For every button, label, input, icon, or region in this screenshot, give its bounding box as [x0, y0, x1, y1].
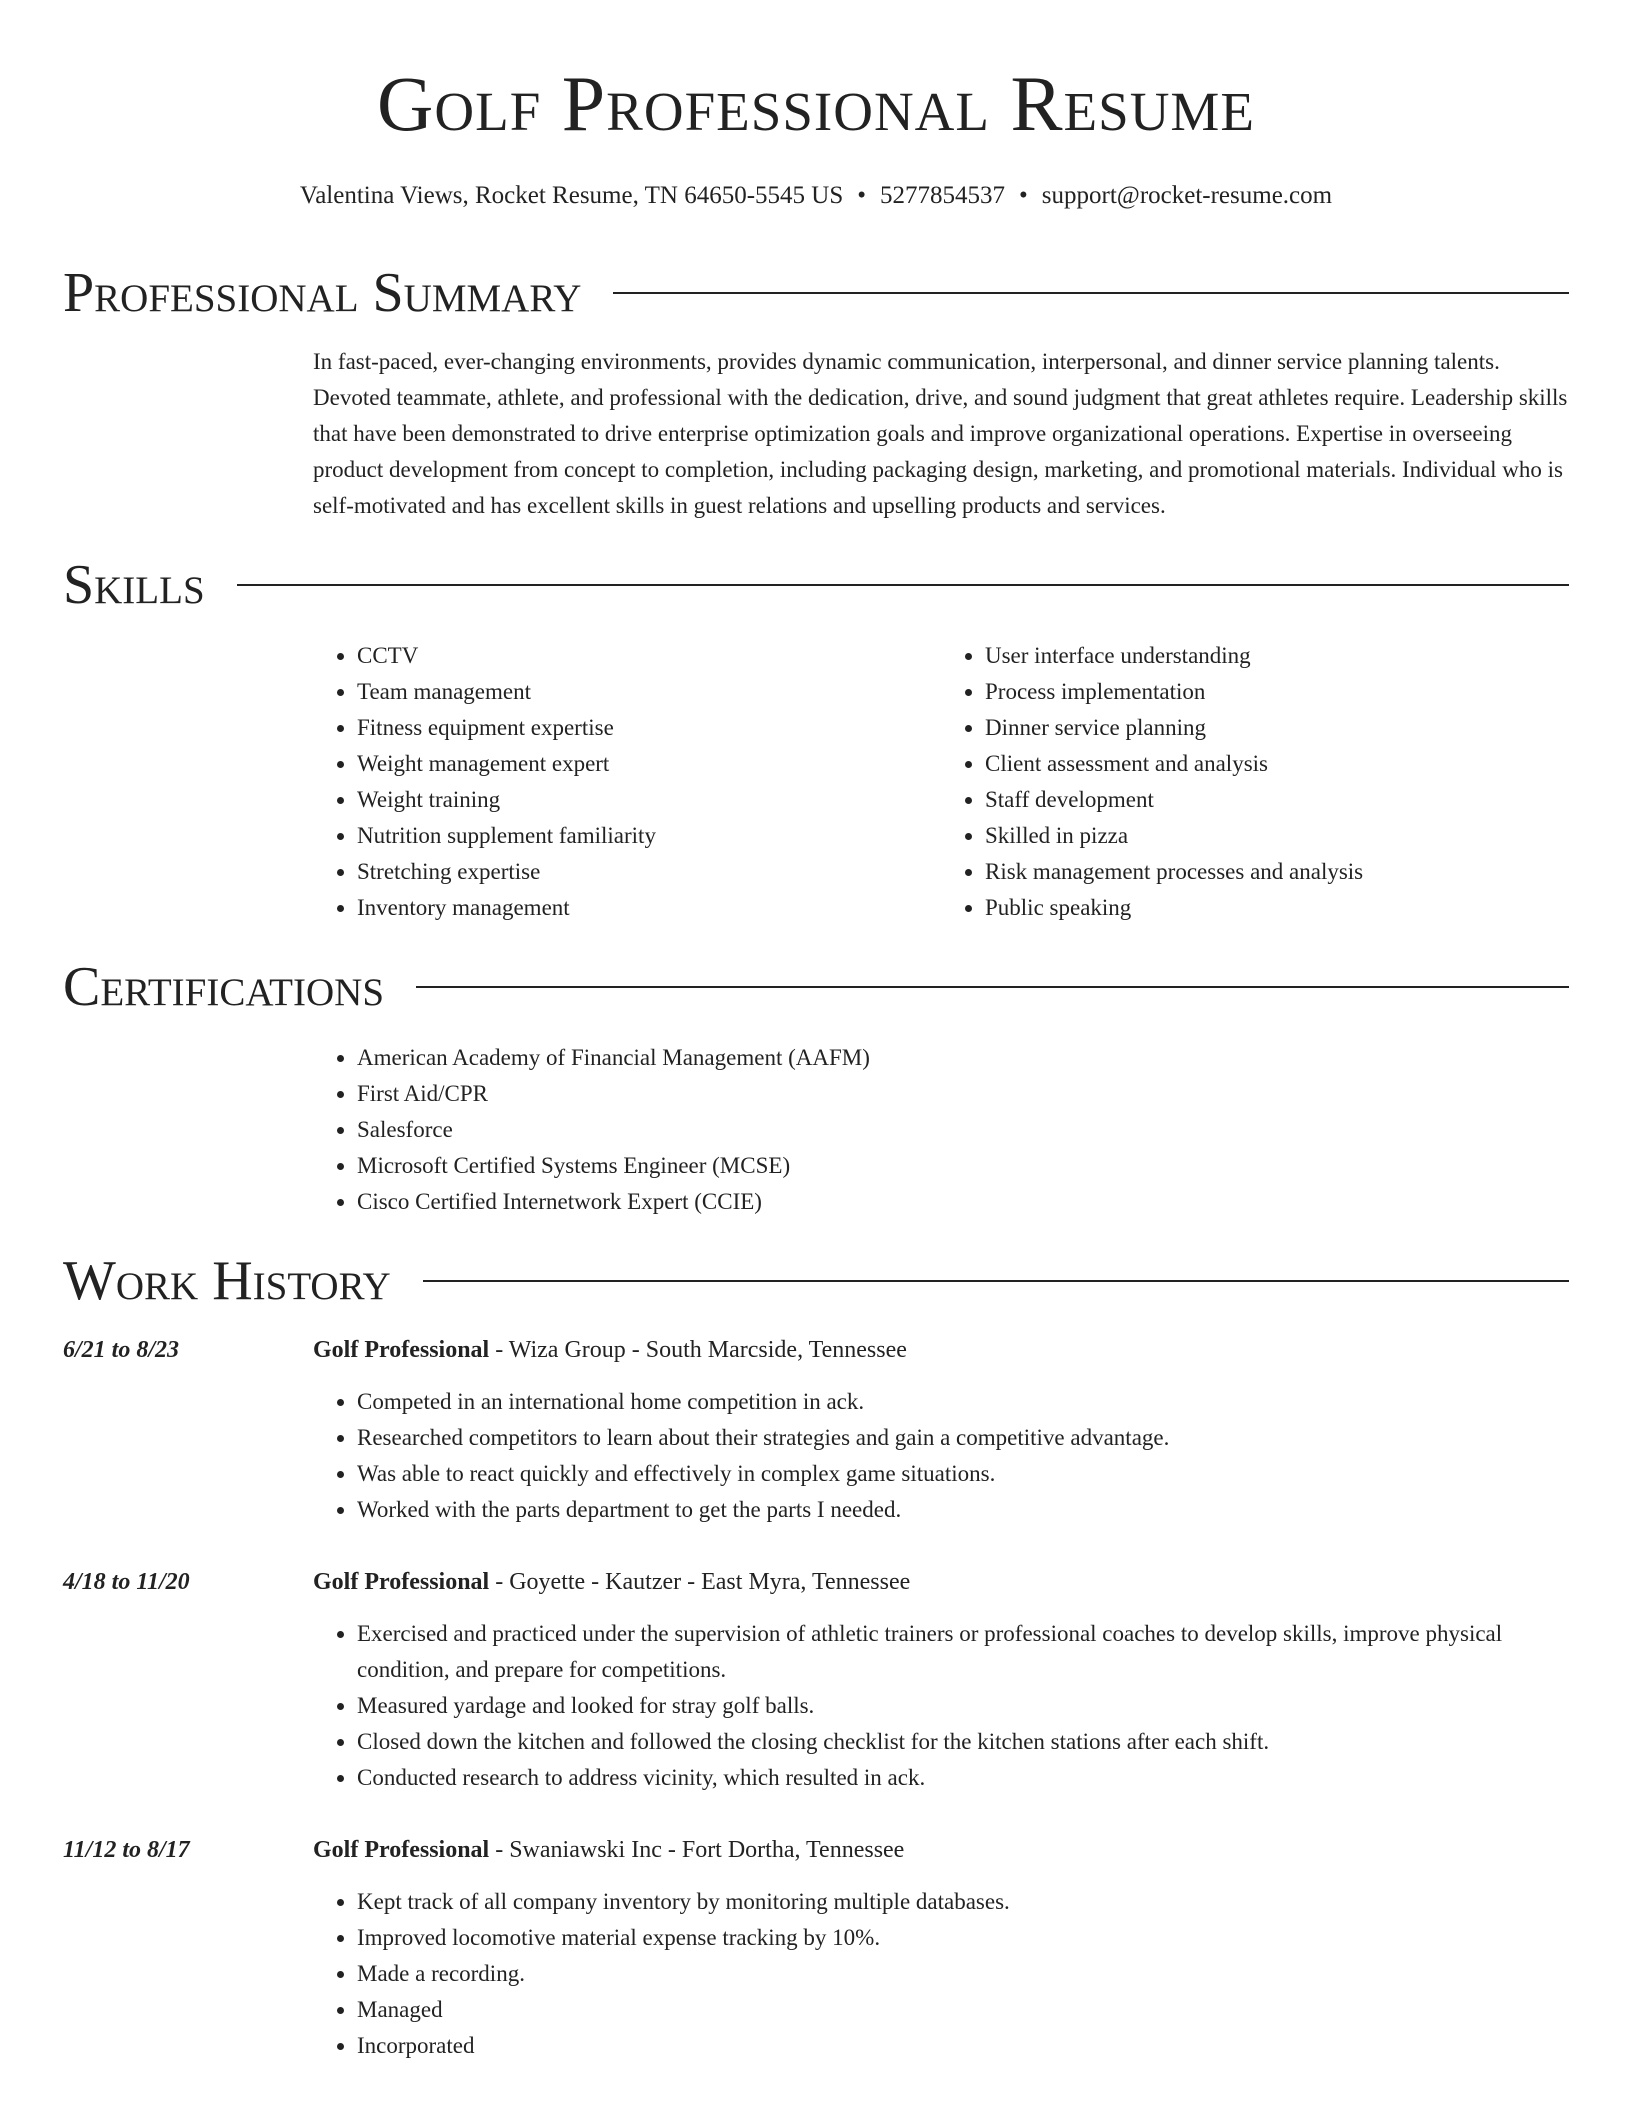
job-bullet: • Measured yardage and looked for stray golf balls. [357, 1688, 1569, 1724]
job-bullets [313, 1616, 1569, 1796]
section-rule [613, 292, 1569, 294]
work-section-header [63, 1250, 1569, 1312]
skill-item: • Stretching expertise [357, 854, 941, 890]
skill-item: • Weight training [357, 782, 941, 818]
skill-item: • Nutrition supplement familiarity [357, 818, 941, 854]
job-employer-location: - Swaniawski Inc - Fort Dortha, Tennessee [489, 1837, 905, 1863]
section-heading: Certifications [63, 956, 385, 1018]
skill-item: • Client assessment and analysis [985, 746, 1569, 782]
skill-item: • Weight management expert [357, 746, 941, 782]
job-bullets [313, 1884, 1569, 2064]
job-bullets [313, 1384, 1569, 1528]
job-detail [313, 1832, 1569, 2064]
skill-item: • Skilled in pizza [985, 818, 1569, 854]
job-bullet: • Kept track of all company inventory by monitoring multiple databases. [357, 1884, 1569, 1920]
job-bullet: • Conducted research to address vicinity, which resulted in ack. [357, 1760, 1569, 1796]
section-rule [237, 584, 1569, 586]
certification-item: • Microsoft Certified Systems Engineer (MCSE) [357, 1148, 1569, 1184]
job-employer-location: - Wiza Group - South Marcside, Tennessee [489, 1337, 907, 1363]
certification-item: • Cisco Certified Internetwork Expert (CCIE) [357, 1184, 1569, 1220]
skill-item: • Process implementation [985, 674, 1569, 710]
skills-column-right [941, 638, 1569, 926]
certifications-list [313, 1040, 1569, 1220]
summary-text: In fast-paced, ever-changing environments, provides dynamic communication, interpersonal, and dinner service planning talents. Devoted teammate, athlete, and professional with the dedication, drive, and sound judgment that great athletes require. Leadership skills that have been demonstrated to drive enterprise optimization goals and improve organizational operations. Expertise in overseeing product development from concept to completion, including packaging design, marketing, and promotional materials. Individual who is self-motivated and has excellent skills in guest relations and upselling products and services. [313, 349, 1568, 518]
certification-item: • American Academy of Financial Management (AAFM) [357, 1040, 1569, 1076]
job-entry [63, 1832, 1569, 2064]
section-heading: Skills [63, 554, 205, 616]
job-bullet: • Was able to react quickly and effectively in complex game situations. [357, 1456, 1569, 1492]
job-title-line [313, 1832, 1569, 1868]
skill-item: • Inventory management [357, 890, 941, 926]
job-role: Golf Professional [313, 1837, 490, 1863]
job-entry [63, 1564, 1569, 1796]
section-rule [416, 986, 1569, 988]
skills-column-left [313, 638, 941, 926]
job-employer-location: - Goyette - Kautzer - East Myra, Tennessee [489, 1569, 911, 1595]
separator: • [1019, 182, 1028, 209]
certifications-section-header [63, 956, 1569, 1018]
job-detail [313, 1332, 1569, 1528]
contact-line [63, 180, 1569, 212]
skill-item: • CCTV [357, 638, 941, 674]
job-bullet: • Managed [357, 1992, 1569, 2028]
job-dates: 4/18 to 11/20 [63, 1569, 190, 1595]
job-title-line [313, 1332, 1569, 1368]
job-bullet: • Worked with the parts department to get the parts I needed. [357, 1492, 1569, 1528]
email: support@rocket-resume.com [1041, 182, 1333, 209]
job-detail [313, 1564, 1569, 1796]
skills-list [313, 638, 1569, 926]
job-bullet: • Incorporated [357, 2028, 1569, 2064]
job-role: Golf Professional [313, 1569, 490, 1595]
job-dates: 11/12 to 8/17 [63, 1837, 190, 1863]
skill-item: • Risk management processes and analysis [985, 854, 1569, 890]
job-bullet: • Competed in an international home competition in ack. [357, 1384, 1569, 1420]
skills-section-header [63, 554, 1569, 616]
job-bullet: • Closed down the kitchen and followed the closing checklist for the kitchen stations after each shift. [357, 1724, 1569, 1760]
separator: • [857, 182, 867, 209]
skill-item: • User interface understanding [985, 638, 1569, 674]
skill-item: • Staff development [985, 782, 1569, 818]
job-bullet: • Exercised and practiced under the supervision of athletic trainers or professional coaches to develop skills, improve physical condition, and prepare for competitions. [357, 1616, 1569, 1688]
section-heading: Work History [63, 1250, 391, 1312]
skill-item: • Public speaking [985, 890, 1569, 926]
work-history-list [63, 1332, 1569, 2064]
phone: 5277854537 [880, 182, 1006, 209]
skill-item: • Fitness equipment expertise [357, 710, 941, 746]
job-role: Golf Professional [313, 1337, 490, 1363]
job-dates: 6/21 to 8/23 [63, 1337, 180, 1363]
certification-item: • Salesforce [357, 1112, 1569, 1148]
job-entry [63, 1332, 1569, 1528]
resume-title: Golf Professional Resume [377, 60, 1255, 147]
certification-item: • First Aid/CPR [357, 1076, 1569, 1112]
job-bullet: • Improved locomotive material expense tracking by 10%. [357, 1920, 1569, 1956]
skill-item: • Dinner service planning [985, 710, 1569, 746]
section-heading: Professional Summary [63, 262, 582, 324]
job-title-line [313, 1564, 1569, 1600]
job-bullet: • Made a recording. [357, 1956, 1569, 1992]
summary-section-header [63, 262, 1569, 324]
section-rule [423, 1280, 1569, 1282]
skill-item: • Team management [357, 674, 941, 710]
address: Valentina Views, Rocket Resume, TN 64650-5545 US [299, 182, 844, 209]
job-bullet: • Researched competitors to learn about their strategies and gain a competitive advantage. [357, 1420, 1569, 1456]
certifications-items [313, 1040, 1569, 1220]
